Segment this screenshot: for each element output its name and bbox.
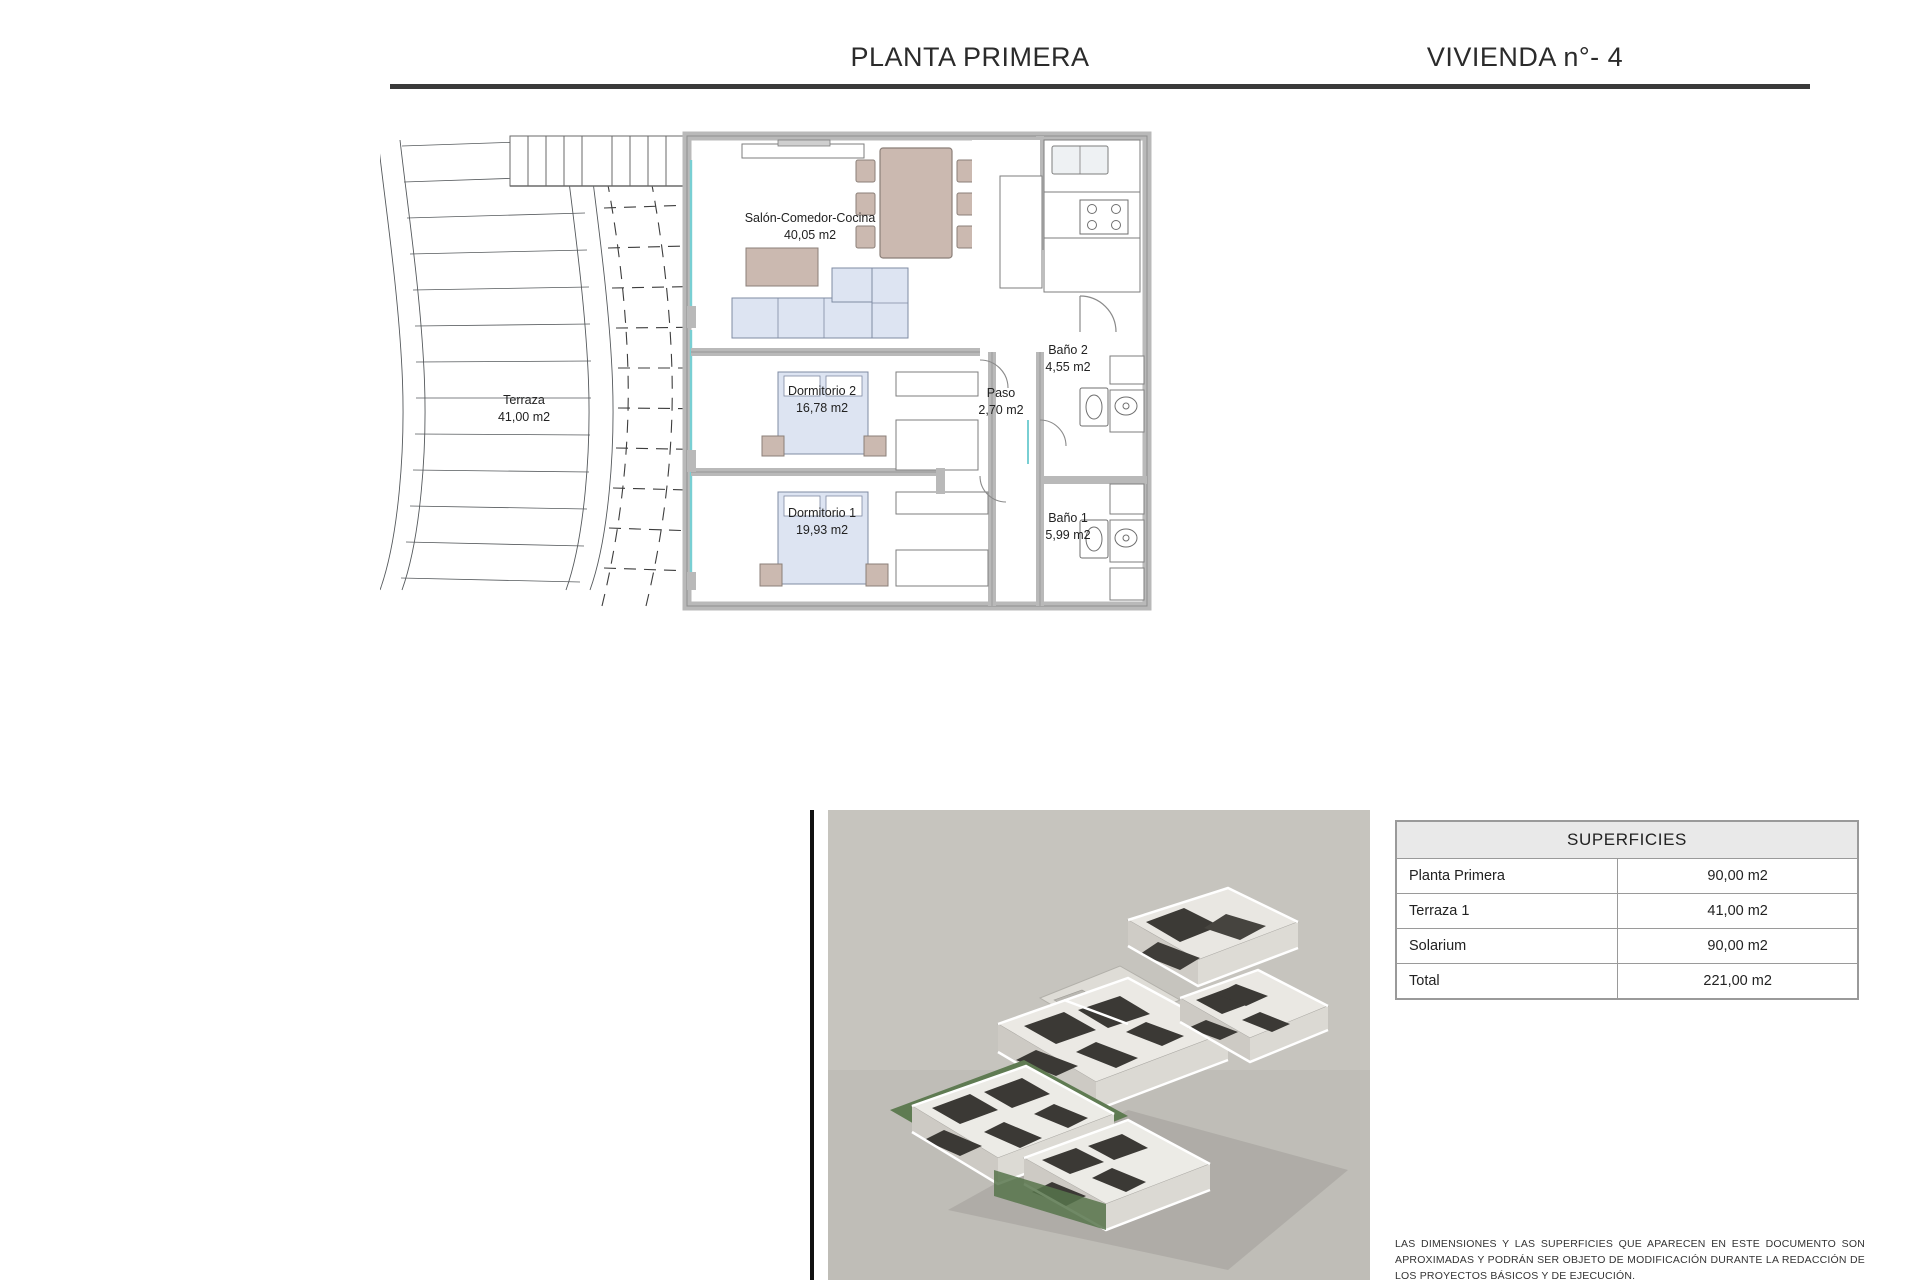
header-divider [390,84,1810,89]
room-label-dormitorio-1: Dormitorio 1 19,93 m2 [787,506,857,537]
table-row [1397,929,1858,964]
room-label-paso: Paso 2,70 m2 [978,386,1024,417]
table-row [1397,894,1858,929]
render-divider [810,810,814,1280]
surface-value: 90,00 m2 [1618,859,1858,894]
render-block [810,810,1370,1280]
unit-title: VIVIENDA n°- 4 [1426,42,1624,72]
room-label-bano-1: Baño 1 5,99 m2 [1045,511,1091,542]
page-title: PLANTA PRIMERA [850,42,1090,72]
surface-value: 221,00 m2 [1618,964,1858,999]
surface-value: 90,00 m2 [1618,929,1858,964]
surface-label: Terraza 1 [1397,894,1618,929]
floor-plan [380,120,1500,630]
surface-label: Planta Primera [1397,859,1618,894]
room-label-dormitorio-2: Dormitorio 2 16,78 m2 [787,384,857,415]
surface-label: Total [1397,964,1618,999]
surfaces-title: SUPERFICIES [1397,822,1858,859]
table-row [1397,964,1858,999]
room-label-bano-2: Baño 2 4,55 m2 [1045,343,1091,374]
surface-label: Solarium [1397,929,1618,964]
table-row [1397,859,1858,894]
room-label-salon-comedor-cocina: Salón-Comedor-Cocina 40,05 m2 [744,211,876,242]
building-3d-render [828,810,1370,1280]
surface-value: 41,00 m2 [1618,894,1858,929]
room-label-terraza: Terraza 41,00 m2 [497,393,551,424]
disclaimer-text: LAS DIMENSIONES Y LAS SUPERFICIES QUE APARECEN EN ESTE DOCUMENTO SON APROXIMADAS Y PODRÁN SER OBJETO DE MODIFICACIÓN DURANTE LA REDACCIÓN DE LOS PROYECTOS BÁSICOS Y DE EJECUCIÓN. [1395,1238,1865,1282]
surfaces-table [1395,820,1859,1000]
